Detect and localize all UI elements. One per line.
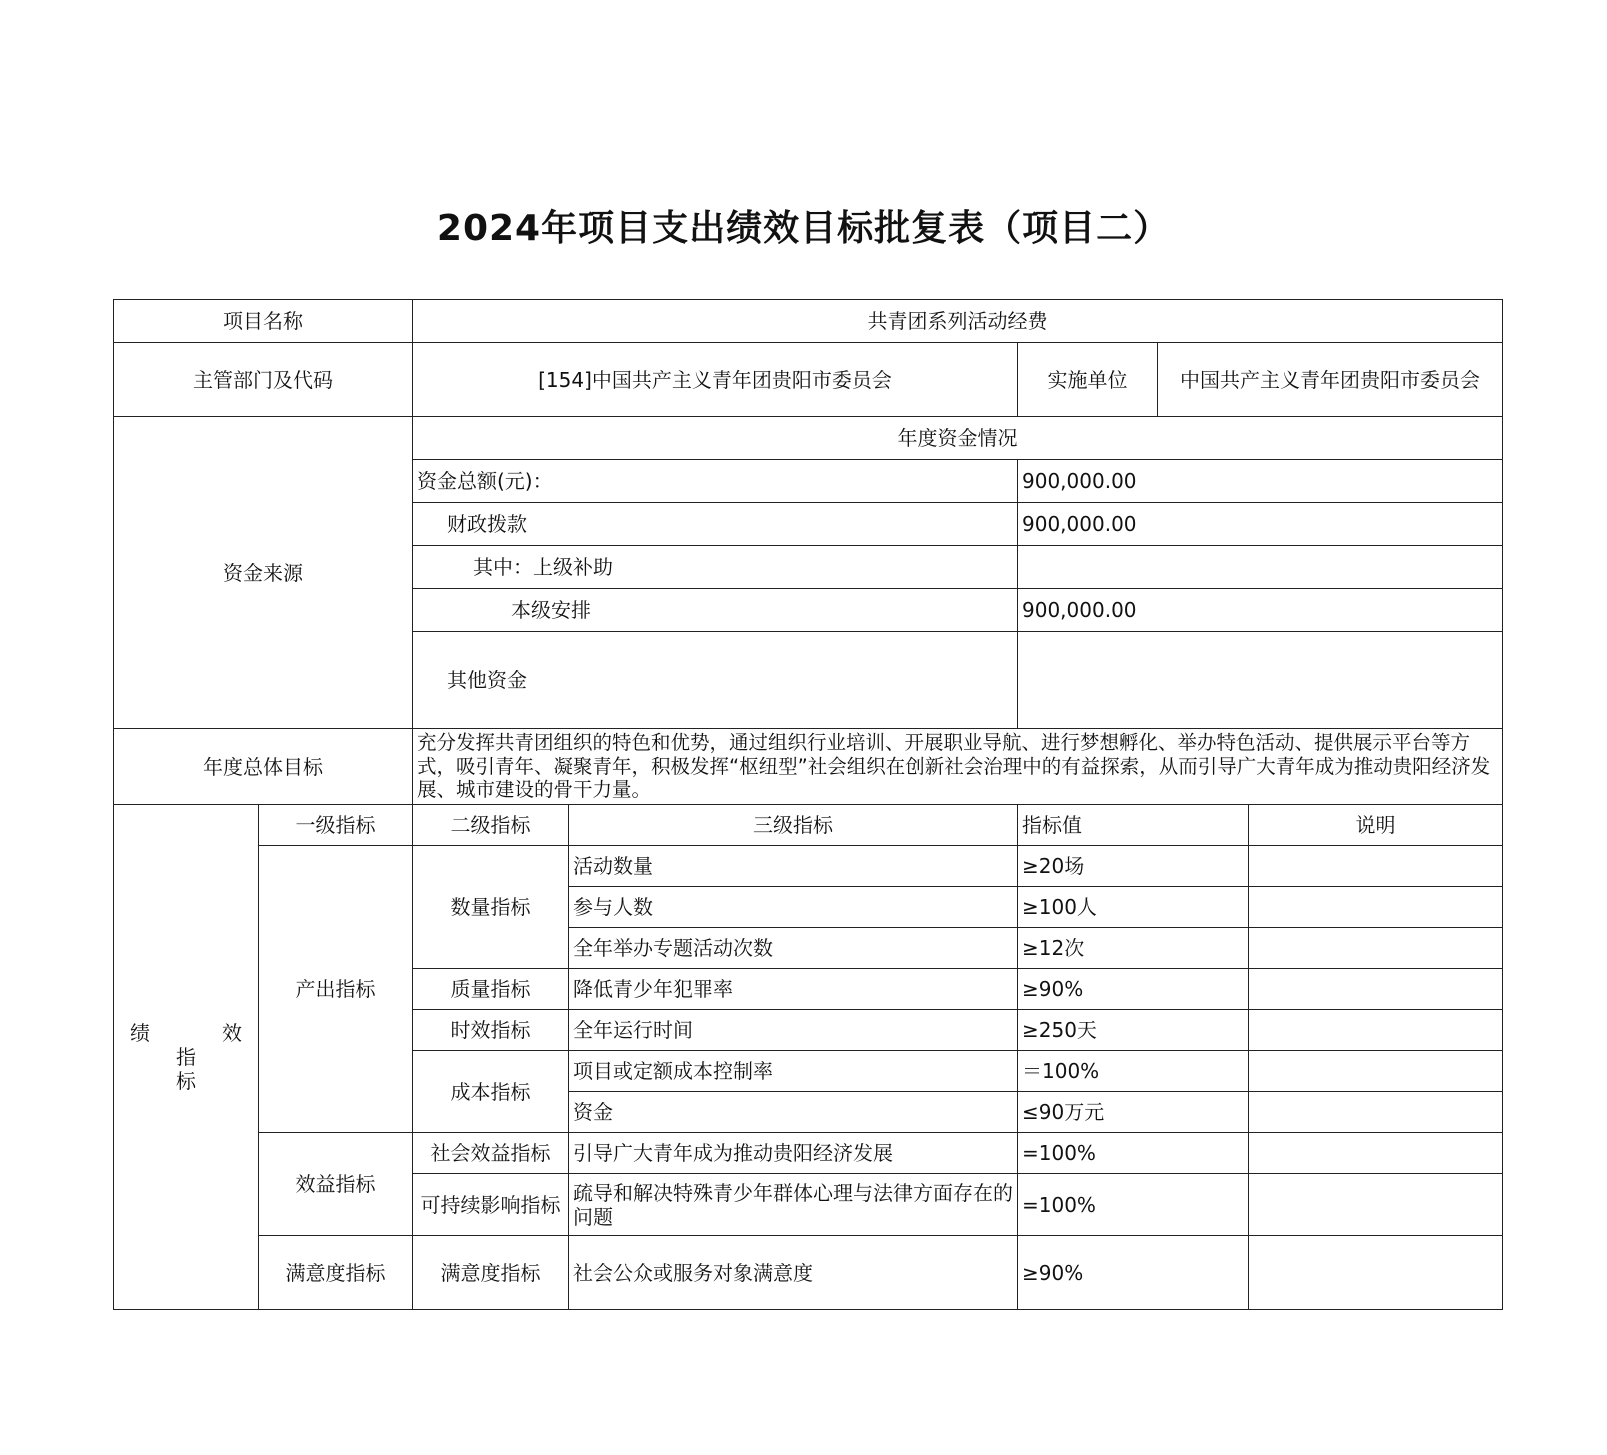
indicator-note [1249, 928, 1503, 969]
dept-label: 主管部门及代码 [114, 343, 413, 417]
l2-quantity: 数量指标 [413, 846, 569, 969]
annual-goal-label: 年度总体目标 [114, 729, 413, 805]
indicator-value: ≥20场 [1018, 846, 1249, 887]
project-name-value: 共青团系列活动经费 [413, 300, 1503, 343]
funds-row-value: 900,000.00 [1018, 460, 1503, 503]
funds-header-row [114, 417, 1503, 460]
indicator-note [1249, 969, 1503, 1010]
indicator-name: 参与人数 [569, 887, 1018, 928]
l2-timeliness: 时效指标 [413, 1010, 569, 1051]
funds-row-label: 财政拨款 [413, 503, 1018, 546]
indicator-name: 降低青少年犯罪率 [569, 969, 1018, 1010]
indicator-name: 活动数量 [569, 846, 1018, 887]
funds-row-value [1018, 632, 1503, 729]
l1-satisfaction: 满意度指标 [259, 1236, 413, 1310]
indicator-note [1249, 1133, 1503, 1174]
funds-row-value: 900,000.00 [1018, 503, 1503, 546]
perf-header-row [114, 805, 1503, 846]
indicator-note [1249, 846, 1503, 887]
department-row [114, 343, 1503, 417]
indicator-note [1249, 1051, 1503, 1092]
indicator-name: 社会公众或服务对象满意度 [569, 1236, 1018, 1310]
indicator-name: 全年运行时间 [569, 1010, 1018, 1051]
header-l3: 三级指标 [569, 805, 1018, 846]
indicator-value: ≥90% [1018, 969, 1249, 1010]
indicator-value: =100% [1018, 1174, 1249, 1236]
impl-value: 中国共产主义青年团贵阳市委员会 [1158, 343, 1503, 417]
dept-value: [154]中国共产主义青年团贵阳市委员会 [413, 343, 1018, 417]
l2-quality: 质量指标 [413, 969, 569, 1010]
project-name-row [114, 300, 1503, 343]
header-note: 说明 [1249, 805, 1503, 846]
header-l2: 二级指标 [413, 805, 569, 846]
funds-source-label: 资金来源 [114, 417, 413, 729]
indicator-value: ＝100% [1018, 1051, 1249, 1092]
indicator-name: 项目或定额成本控制率 [569, 1051, 1018, 1092]
l2-satisfaction: 满意度指标 [413, 1236, 569, 1310]
indicator-row [114, 1236, 1503, 1310]
project-name-label: 项目名称 [114, 300, 413, 343]
funds-row-label: 其中：上级补助 [413, 546, 1018, 589]
performance-target-table [113, 299, 1503, 1310]
indicator-note [1249, 1010, 1503, 1051]
header-value: 指标值 [1018, 805, 1249, 846]
indicator-note [1249, 1236, 1503, 1310]
indicator-row [114, 846, 1503, 887]
indicator-value: ≥90% [1018, 1236, 1249, 1310]
perf-label-char: 绩 [130, 1021, 150, 1045]
header-l1: 一级指标 [259, 805, 413, 846]
l1-output: 产出指标 [259, 846, 413, 1133]
indicator-name: 全年举办专题活动次数 [569, 928, 1018, 969]
indicator-value: ≥100人 [1018, 887, 1249, 928]
indicator-note [1249, 887, 1503, 928]
perf-label-char: 标 [176, 1069, 196, 1093]
indicator-value: =100% [1018, 1133, 1249, 1174]
perf-label-char: 指 [176, 1045, 196, 1069]
perf-label-char: 效 [222, 1021, 242, 1045]
funds-row-label: 本级安排 [413, 589, 1018, 632]
indicator-name: 资金 [569, 1092, 1018, 1133]
indicator-name: 疏导和解决特殊青少年群体心理与法律方面存在的问题 [569, 1174, 1018, 1236]
indicator-note [1249, 1174, 1503, 1236]
funds-row-label: 资金总额(元)： [413, 460, 1018, 503]
l2-sustain: 可持续影响指标 [413, 1174, 569, 1236]
page-title: 2024年项目支出绩效目标批复表（项目二） [436, 208, 1171, 249]
annual-funds-label: 年度资金情况 [413, 417, 1503, 460]
indicator-value: ≥12次 [1018, 928, 1249, 969]
l1-benefit: 效益指标 [259, 1133, 413, 1236]
funds-row-value [1018, 546, 1503, 589]
l2-cost: 成本指标 [413, 1051, 569, 1133]
indicator-value: ≥250天 [1018, 1010, 1249, 1051]
indicator-name: 引导广大青年成为推动贵阳经济发展 [569, 1133, 1018, 1174]
funds-row-label: 其他资金 [413, 632, 1018, 729]
perf-label [114, 805, 259, 1310]
annual-goal-row [114, 729, 1503, 805]
indicator-value: ≤90万元 [1018, 1092, 1249, 1133]
indicator-row [114, 1133, 1503, 1174]
annual-goal-text: 充分发挥共青团组织的特色和优势，通过组织行业培训、开展职业导航、进行梦想孵化、举办特色活动、提供展示平台等方式，吸引青年、凝聚青年，积极发挥“枢纽型”社会组织在创新社会治理中的有益探索，从而引导广大青年成为推动贵阳经济发展、城市建设的骨干力量。 [413, 729, 1503, 805]
funds-row-value: 900,000.00 [1018, 589, 1503, 632]
l2-social: 社会效益指标 [413, 1133, 569, 1174]
impl-label: 实施单位 [1018, 343, 1158, 417]
indicator-note [1249, 1092, 1503, 1133]
